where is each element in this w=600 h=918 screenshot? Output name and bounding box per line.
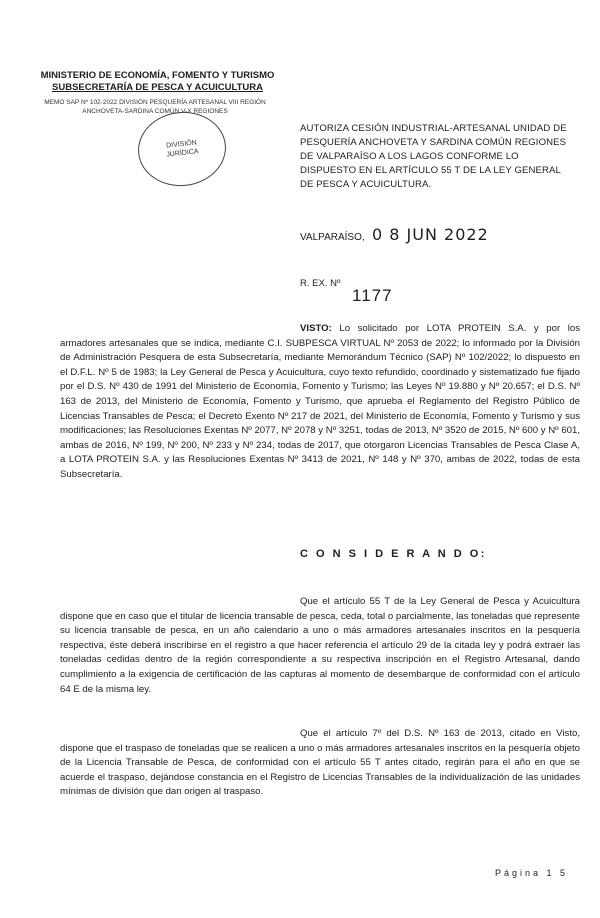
visto-lead: VISTO: <box>300 323 332 334</box>
ministry-header <box>40 70 275 94</box>
juridica-stamp <box>134 108 229 191</box>
memo-line-2: ANCHOVETA-SARDINA COMÚN V-X REGIONES <box>82 108 228 115</box>
rex-label: R. EX. Nº <box>300 278 341 289</box>
visto-text: Lo solicitado por LOTA PROTEIN S.A. y por los armadores artesanales que se indica, mediante C.I. SUBPESCA VIRTUAL Nº 2053 de 2022; lo informado por la División de Administración Pesquera de esta Subsecretaría, mediante Memorándum Técnico (SAP) Nº 102/2022; lo dispuesto en el D.F.L. Nº 5 de 1983; la Ley General de Pesca y Acuicultura, cuyo texto refundido, coordinado y sistematizado fue fijado por el D.S. Nº 430 de 1991 del Ministerio de Economía, Fomento y Turismo; las Leyes Nº 19.880 y Nº 20.657; el D.S. Nº 163 de 2013, del Ministerio de Economía, Fomento y Turismo, que aprueba el Reglamento del Registro Público de Licencias Transables de Pesca; el Decreto Exento Nº 217 de 2021, del Ministerio de Economía, Fomento y Turismo y sus modificaciones; las Resoluciones Exentas Nº 2077, Nº 2078 y Nº 3251, todas de 2013, Nº 3520 de 2015, Nº 600 y Nº 601, ambas de 2016, Nº 199, Nº 200, Nº 233 y Nº 234, todas de 2017, que otorgaron Licencias Transables de Pesca Clase A, a LOTA PROTEIN S.A. y las Resoluciones Exentas Nº 3413 de 2021, Nº 148 y Nº 370, ambas de 2022, todas de esta Subsecretaría. <box>60 323 580 480</box>
memo-line-1: MEMO SAP Nº 102-2022 DIVISIÓN PESQUERÍA ARTESANAL VIII REGIÓN <box>44 99 266 106</box>
considerando-heading: C O N S I D E R A N D O: <box>300 548 487 560</box>
considerando-paragraph-1: Que el artículo 55 T de la Ley General de Pesca y Acuicultura dispone que en caso que el titular de licencia transable de pesca, ceda, total o parcialmente, las toneladas que represente su licencia transable de pesca, en un año calendario a uno o más armadores artesanales inscritos en la pesquería respectiva, éste deberá inscribirse en el registro a que hacer referencia el artículo 29 de la citada ley y podrá extraer las toneladas cedidas dentro de la región correspondiente a su respectiva inscripción en el Registro Artesanal, dando cumplimiento a la exigencia de certificación de las capturas al momento de desembarque de conformidad con el artículo 64 E de la misma ley. <box>60 596 580 695</box>
resolution-date: 0 8 JUN 2022 <box>372 225 489 244</box>
ministry-name: MINISTERIO DE ECONOMÍA, FOMENTO Y TURISMO <box>40 70 275 81</box>
considerando-paragraph-2: Que el artículo 7º del D.S. Nº 163 de 2013, citado en Visto, dispone que el traspaso de toneladas que se realicen a uno o más armadores artesanales inscritos en la pesquería objeto de la Licencia Transable de Pesca, de conformidad con el artículo 55 T antes citado, regirán para el año en que se acuerde el traspaso, dejándose constancia en el Registro de Licencias Transables de la individualización de las unidades mínimas de división que dan origen al traspaso. <box>60 728 580 798</box>
visto-paragraph <box>60 322 580 483</box>
rex-number: 1177 <box>352 286 393 305</box>
stamp-line-2: JURÍDICA <box>166 148 199 159</box>
place-label: VALPARAÍSO, <box>300 232 365 243</box>
memo-reference <box>35 98 275 116</box>
stamp-line-1: DIVISIÓN <box>165 139 198 150</box>
subsecretaria-name: SUBSECRETARÍA DE PESCA Y ACUICULTURA <box>52 82 263 93</box>
page-number: Página 1 5 <box>495 868 569 878</box>
resolution-title: AUTORIZA CESIÓN INDUSTRIAL-ARTESANAL UNIDAD DE PESQUERÍA ANCHOVETA Y SARDINA COMÚN REGIONES DE VALPARAÍSO A LOS LAGOS CONFORME LO DISPUESTO EN EL ARTÍCULO 55 T DE LA LEY GENERAL DE PESCA Y ACUICULTURA. <box>300 123 567 190</box>
